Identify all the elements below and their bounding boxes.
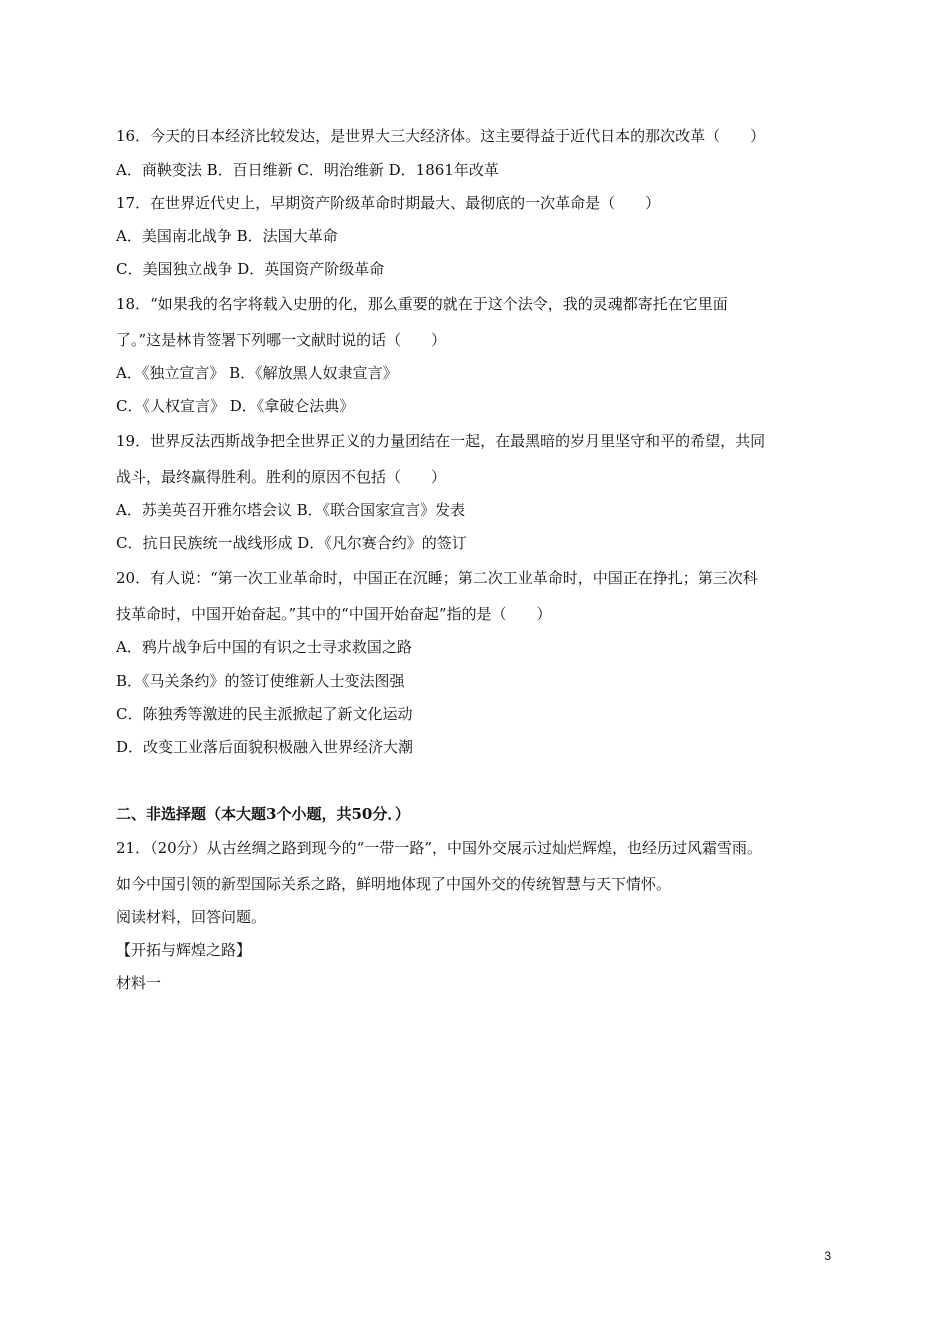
subheading: 【开拓与辉煌之路】 — [116, 941, 252, 959]
q20-stem-line2: 技革命时，中国开始奋起。”其中的“中国开始奋起”指的是（ ） — [116, 605, 552, 623]
q16-options: A．商鞅变法 B．百日维新 C．明治维新 D．1861年改革 — [116, 161, 499, 179]
q18-options-ab: A．《独立宣言》 B．《解放黑人奴隶宣言》 — [116, 364, 398, 382]
q17-stem: 17．在世界近代史上，早期资产阶级革命时期最大、最彻底的一次革命是（ ） — [116, 194, 661, 212]
q17-options-ab: A．美国南北战争 B．法国大革命 — [116, 227, 338, 245]
q20-option-c: C．陈独秀等激进的民主派掀起了新文化运动 — [116, 705, 413, 723]
q18-stem-line1: 18．“如果我的名字将载入史册的化，那么重要的就在于这个法令，我的灵魂都寄托在它里面 — [116, 295, 728, 313]
q21-line1: 21．（20分）从古丝绸之路到现今的“一带一路”，中国外交展示过灿烂辉煌，也经历过风霜雪雨。 — [116, 839, 763, 857]
q19-options-cd: C．抗日民族统一战线形成 D．《凡尔赛合约》的签订 — [116, 534, 467, 552]
q20-option-a: A．鸦片战争后中国的有识之士寻求救国之路 — [116, 638, 412, 656]
q19-options-ab: A．苏美英召开雅尔塔会议 B．《联合国家宣言》发表 — [116, 501, 466, 519]
q20-option-d: D．改变工业落后面貌积极融入世界经济大潮 — [116, 738, 414, 756]
q20-option-b: B．《马关条约》的签订使维新人士变法图强 — [116, 672, 405, 690]
q19-stem-line2: 战斗，最终赢得胜利。胜利的原因不包括（ ） — [116, 468, 447, 486]
q18-options-cd: C．《人权宣言》 D．《拿破仑法典》 — [116, 397, 355, 415]
q20-stem-line1: 20．有人说：“第一次工业革命时，中国正在沉睡；第二次工业革命时，中国正在挣扎；第三次科 — [116, 569, 758, 587]
q21-line2: 如今中国引领的新型国际关系之路，鲜明地体现了中国外交的传统智慧与天下情怀。 — [116, 875, 672, 893]
page-number: 3 — [824, 1249, 831, 1263]
q19-stem-line1: 19．世界反法西斯战争把全世界正义的力量团结在一起，在最黑暗的岁月里坚守和平的希望，共同 — [116, 432, 766, 450]
q16-stem: 16．今天的日本经济比较发达，是世界大三大经济体。这主要得益于近代日本的那次改革（ ） — [116, 127, 766, 145]
section2-heading: 二、非选择题（本大题3个小题，共50分．） — [116, 805, 410, 823]
q17-options-cd: C．美国独立战争 D．英国资产阶级革命 — [116, 260, 385, 278]
q18-stem-line2: 了。”这是林肯签署下列哪一文献时说的话（ ） — [116, 331, 447, 349]
material-label: 材料一 — [116, 974, 162, 992]
reading-instruction: 阅读材料，回答问题。 — [116, 908, 267, 926]
